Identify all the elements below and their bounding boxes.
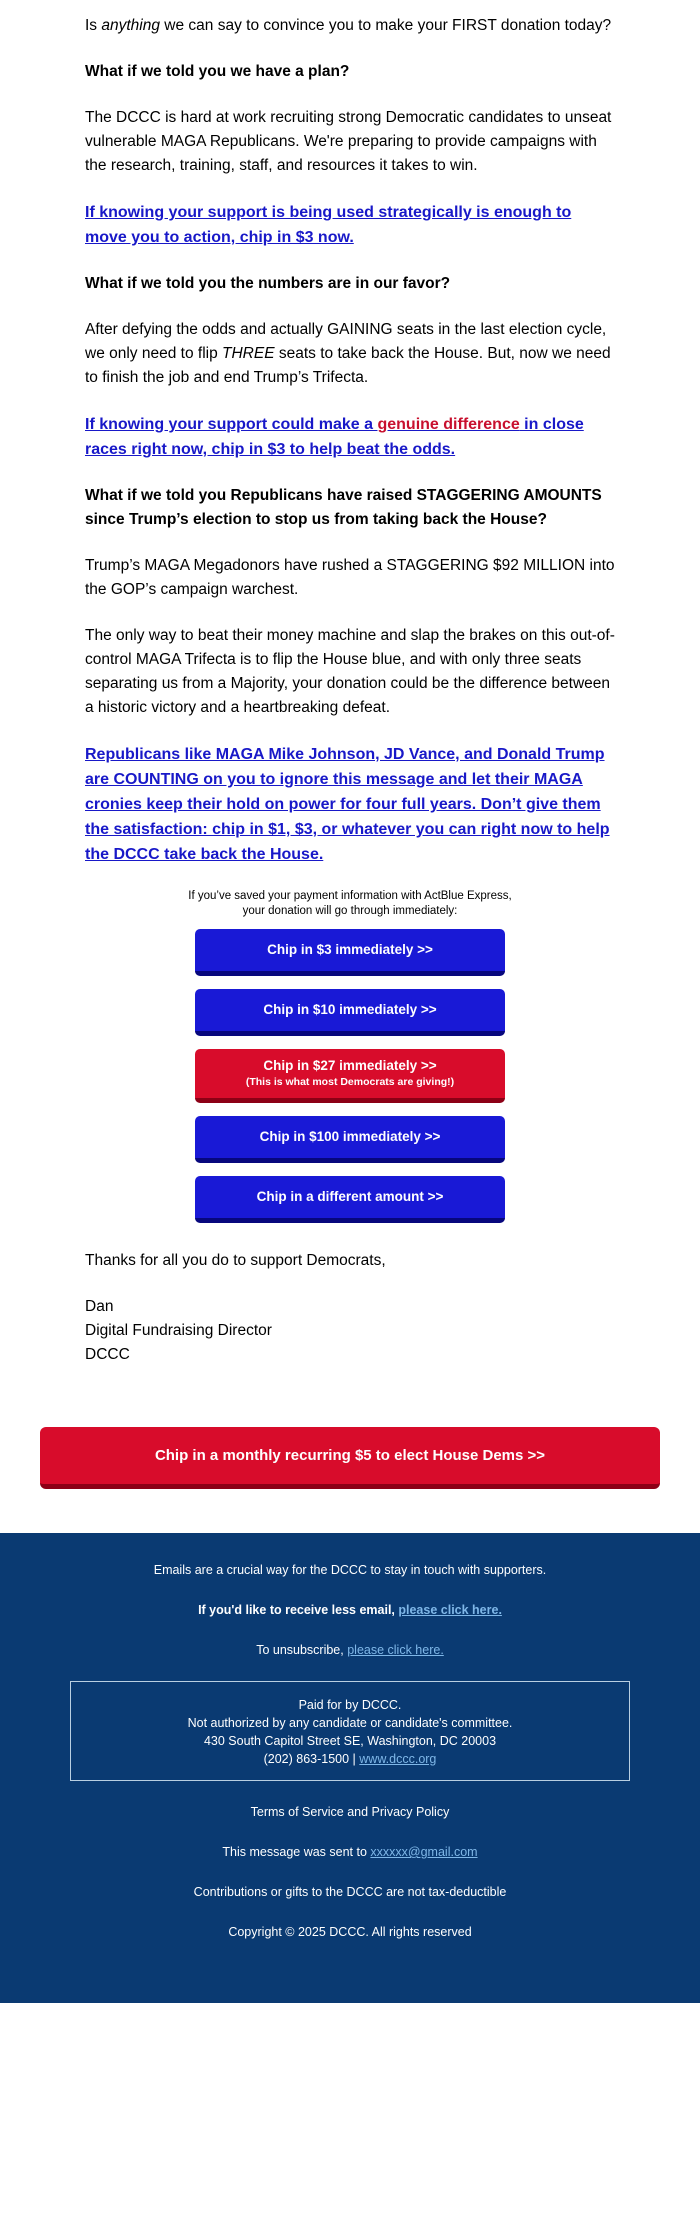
paragraph-money-machine: The only way to beat their money machine and slap the brakes on this out-of-control MAGA Trifecta is to flip the House blue, and with only three seats separating us from a Majority, your donation could be the difference between a historic victory and a heartbreaking defeat. <box>85 627 615 716</box>
paragraph-megadonors: Trump’s MAGA Megadonors have rushed a STAGGERING $92 MILLION into the GOP’s campaign warchest. <box>85 557 615 598</box>
email-footer <box>0 1533 700 2003</box>
cta-link-paragraph-3 <box>85 742 615 867</box>
footer-unsubscribe-line <box>70 1641 630 1659</box>
intro-emphasis: anything <box>101 17 160 34</box>
signature-block <box>85 1295 615 1367</box>
footer-crucial-line: Emails are a crucial way for the DCCC to stay in touch with supporters. <box>153 1563 547 1577</box>
less-email-link[interactable]: please click here. <box>398 1603 502 1617</box>
heading-numbers: What if we told you the numbers are in our favor? <box>85 275 451 292</box>
disclaimer-not-authorized: Not authorized by any candidate or candidate's committee. <box>187 1716 513 1730</box>
unsubscribe-text: To unsubscribe, <box>256 1643 348 1657</box>
numbers-pre: After defying the odds and actually GAINING seats in the last election cycle, we only need to flip <box>85 321 607 362</box>
disclaimer-paid-for: Paid for by DCCC. <box>298 1698 402 1712</box>
actblue-express-note <box>85 889 615 919</box>
dccc-website-link[interactable]: www.dccc.org <box>359 1752 437 1766</box>
donate-3-label: Chip in $3 immediately >> <box>267 942 433 957</box>
signoff-thanks: Thanks for all you do to support Democrats, <box>85 1252 386 1269</box>
donate-other-button[interactable] <box>195 1176 505 1223</box>
donate-27-label: Chip in $27 immediately >> <box>263 1058 437 1073</box>
donation-button-stack <box>85 929 615 1223</box>
donate-100-button[interactable] <box>195 1116 505 1163</box>
disclaimer-address: 430 South Capitol Street SE, Washington, DC 20003 <box>203 1734 497 1748</box>
footer-terms-line[interactable]: Terms of Service and Privacy Policy <box>250 1805 450 1819</box>
donate-other-label: Chip in a different amount >> <box>256 1189 444 1204</box>
cta-link-paragraph-2 <box>85 412 615 462</box>
paragraph-numbers-body <box>85 318 615 390</box>
monthly-recurring-button[interactable]: Chip in a monthly recurring $5 to elect House Dems >> <box>40 1427 660 1489</box>
footer-less-email-line <box>70 1601 630 1619</box>
heading-plan: What if we told you we have a plan? <box>85 63 350 80</box>
intro-paragraph <box>85 0 615 38</box>
less-email-text: If you'd like to receive less email, <box>198 1603 399 1617</box>
signature-name: Dan <box>85 1298 114 1315</box>
take-back-house-link[interactable]: Republicans like MAGA Mike Johnson, JD Vance, and Donald Trump are COUNTING on you to ignore this message and let their MAGA cronies keep their hold on power for four full years. Don’t give them the satisfaction: chip in $1, $3, or whatever you can right now to help the DCCC take back the House. <box>85 746 610 863</box>
donate-10-label: Chip in $10 immediately >> <box>263 1002 437 1017</box>
disclaimer-phone: (202) 863-1500 | <box>263 1752 360 1766</box>
intro-post: we can say to convince you to make your FIRST donation today? <box>159 17 612 34</box>
footer-sent-to-line <box>70 1843 630 1861</box>
donate-27-sublabel: (This is what most Democrats are giving!) <box>245 1076 455 1088</box>
paid-for-disclaimer-box <box>70 1681 630 1781</box>
cta-link-paragraph-1 <box>85 200 615 250</box>
actblue-note-line-1: If you’ve saved your payment information with ActBlue Express, <box>188 890 512 902</box>
heading-staggering: What if we told you Republicans have raised STAGGERING AMOUNTS since Trump’s election to stop us from taking back the House? <box>85 487 602 528</box>
footer-copyright-line: Copyright © 2025 DCCC. All rights reserved <box>228 1925 472 1939</box>
sent-to-text: This message was sent to <box>222 1845 371 1859</box>
signature-org: DCCC <box>85 1346 130 1363</box>
donate-10-button[interactable] <box>195 989 505 1036</box>
link2-post: in close races right now, chip in $3 to help beat the odds. <box>85 416 584 458</box>
numbers-post: seats to take back the House. But, now we need to finish the job and end Trump’s Trifecta. <box>85 345 611 386</box>
donate-3-button[interactable] <box>195 929 505 976</box>
actblue-note-line-2: your donation will go through immediately: <box>242 905 458 917</box>
footer-tax-line: Contributions or gifts to the DCCC are not tax-deductible <box>193 1885 507 1899</box>
intro-pre: Is <box>85 17 102 34</box>
unsubscribe-link[interactable]: please click here. <box>347 1643 444 1657</box>
genuine-difference-link[interactable] <box>85 416 584 458</box>
donate-100-label: Chip in $100 immediately >> <box>259 1129 441 1144</box>
recipient-email-link[interactable]: xxxxxx@gmail.com <box>370 1845 478 1859</box>
chip-in-3-link[interactable]: If knowing your support is being used strategically is enough to move you to action, chip in $3 now. <box>85 204 572 246</box>
link2-pre: If knowing your support could make a <box>85 416 378 433</box>
paragraph-plan-body: The DCCC is hard at work recruiting strong Democratic candidates to unseat vulnerable MAGA Republicans. We're preparing to provide campaigns with the research, training, staff, and resources it takes to win. <box>85 109 612 174</box>
monthly-cta-section <box>0 1367 700 1533</box>
donate-27-button[interactable] <box>195 1049 505 1103</box>
disclaimer-phone-line <box>81 1750 619 1768</box>
link2-red-emphasis: genuine difference <box>377 416 520 433</box>
numbers-emphasis: THREE <box>222 345 275 362</box>
signature-title: Digital Fundraising Director <box>85 1322 272 1339</box>
